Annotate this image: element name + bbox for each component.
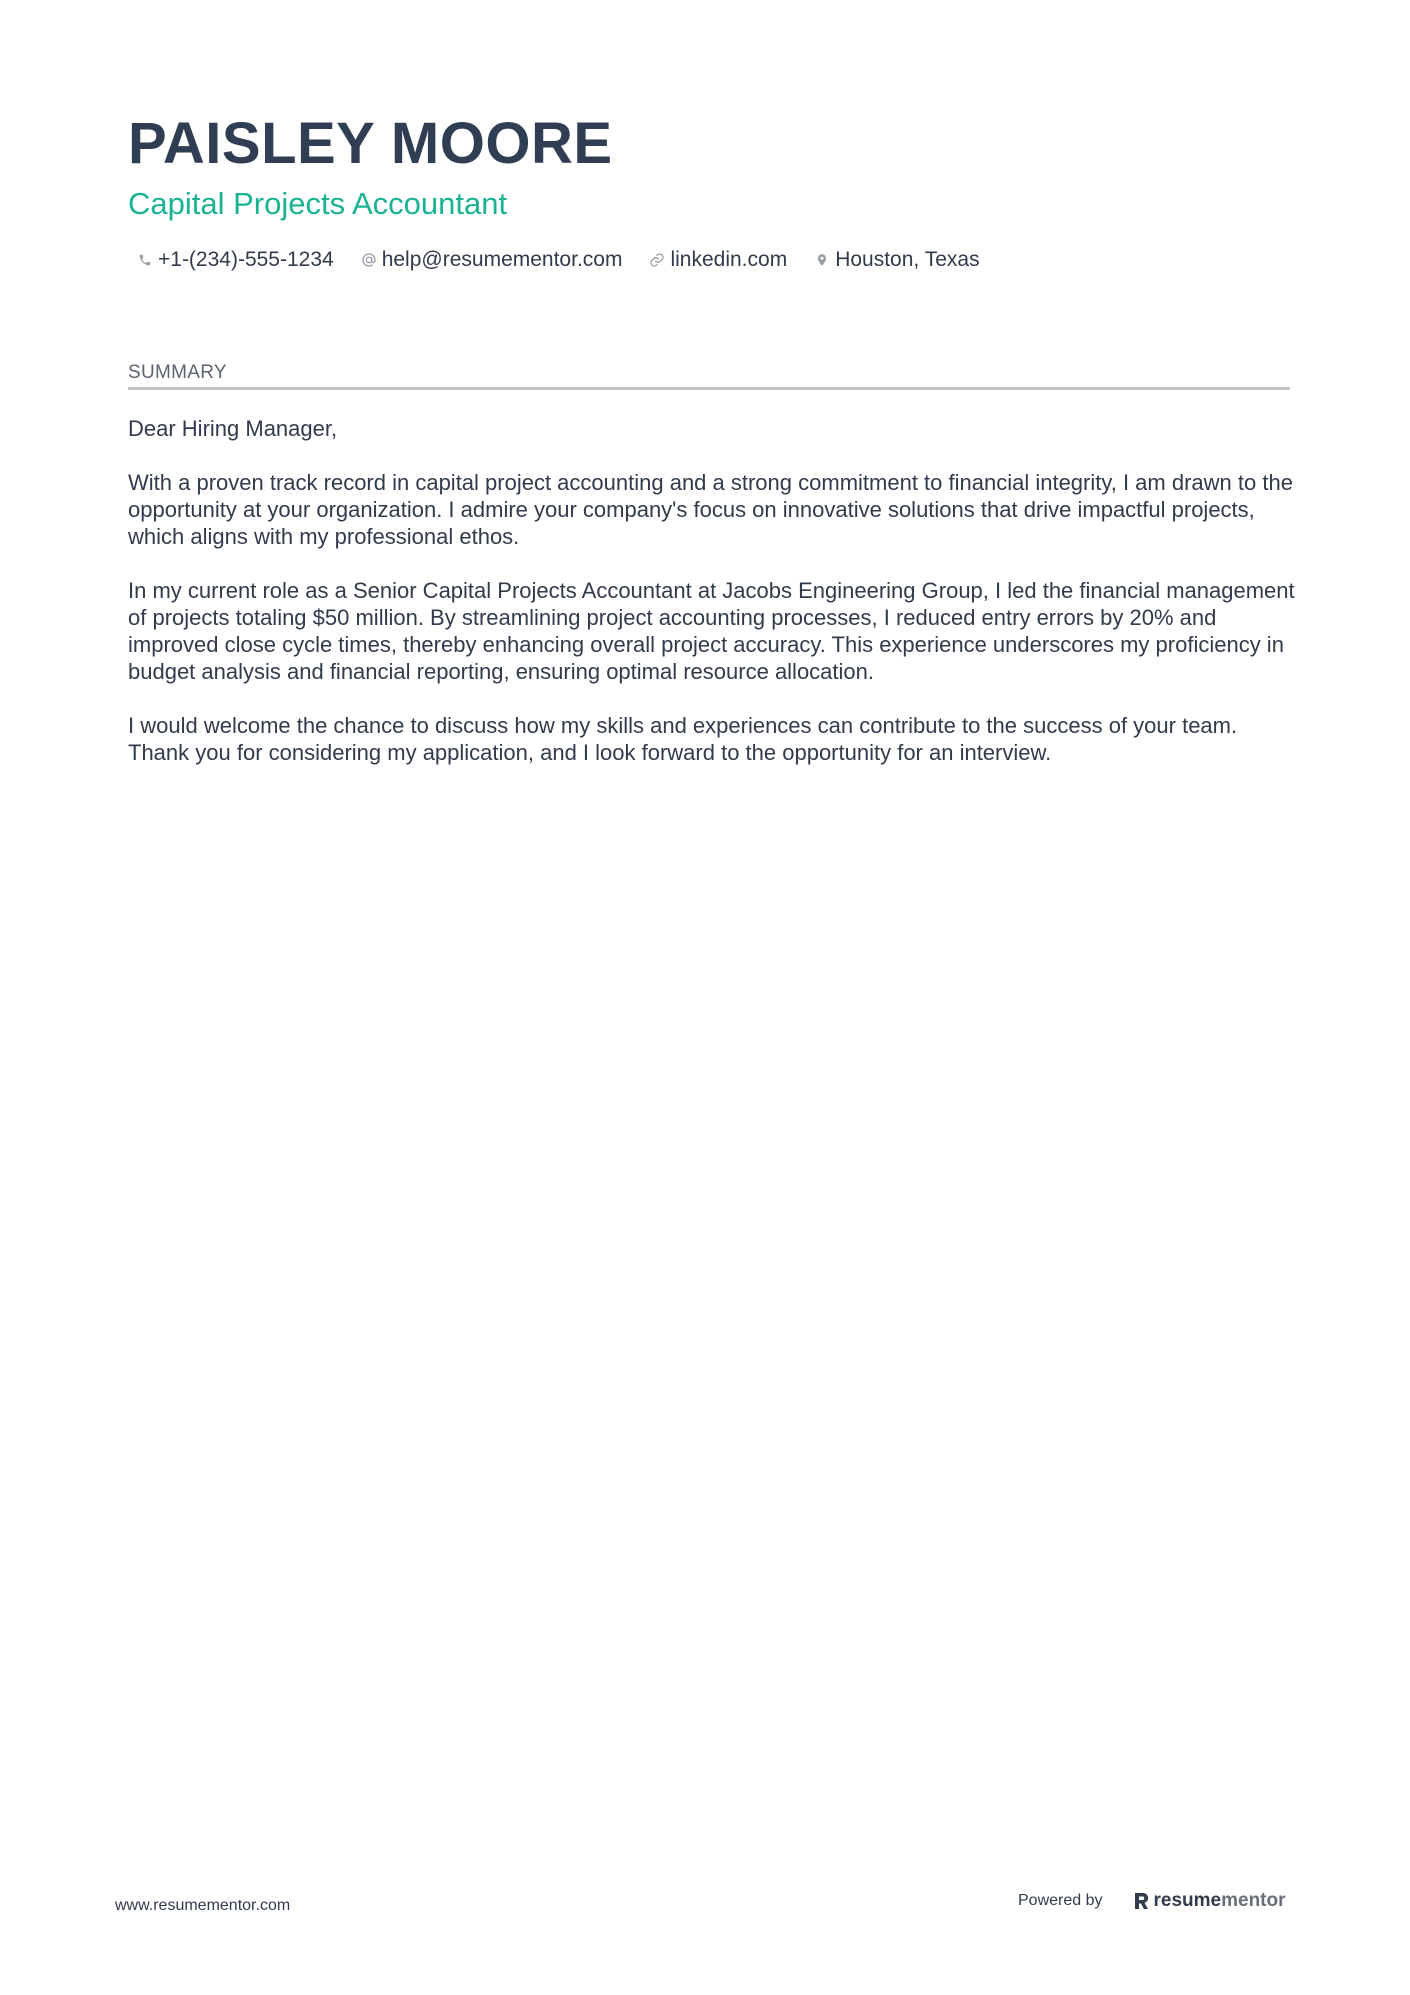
phone-icon [136,251,154,269]
contact-linkedin [648,245,787,275]
contact-location-text: Houston, Texas [835,248,980,271]
summary-heading: SUMMARY [128,362,227,383]
contact-phone [136,245,334,275]
contact-bar [136,245,1006,275]
contact-email-text: help@resumementor.com [381,248,623,271]
location-pin-icon [813,251,831,269]
brand-name-bold: resume [1153,1890,1222,1911]
body-paragraph: I would welcome the chance to discuss how my skills and experiences can contribute to the success of your team. Thank you for considering my application, and I look forward to the opportunity for an interview. [128,713,1238,765]
contact-linkedin-text: linkedin.com [670,248,788,271]
section-divider [128,387,1290,390]
footer-website: www.resumementor.com [115,1897,291,1914]
footer-branding [1018,1890,1286,1912]
salutation: Dear Hiring Manager, [128,416,338,441]
job-title: Capital Projects Accountant [128,186,508,221]
brand-logo [1133,1890,1286,1912]
powered-by-label: Powered by [1018,1892,1103,1909]
body-paragraph: With a proven track record in capital project accounting and a strong commitment to financial integrity, I am drawn to the opportunity at your organization. I admire your company's focus on innovative solutions that drive impactful projects, which aligns with my professional ethos. [128,470,1293,549]
body-paragraph: In my current role as a Senior Capital Projects Accountant at Jacobs Engineering Group, I led the financial management of projects totaling $50 million. By streamlining project accounting processes, I reduced entry errors by 20% and improved close cycle times, thereby enhancing overall project accuracy. This experience underscores my proficiency in budget analysis and financial reporting, ensuring optimal resource allocation. [128,578,1295,684]
contact-location [813,245,979,275]
candidate-name: PAISLEY MOORE [128,111,613,176]
contact-email [360,245,623,275]
brand-name-light: mentor [1221,1890,1286,1911]
at-icon [360,251,378,269]
letter-body [128,415,1298,793]
link-icon [648,251,666,269]
contact-phone-text: +1-(234)-555-1234 [158,248,334,271]
resumementor-logo-icon [1133,1891,1151,1911]
